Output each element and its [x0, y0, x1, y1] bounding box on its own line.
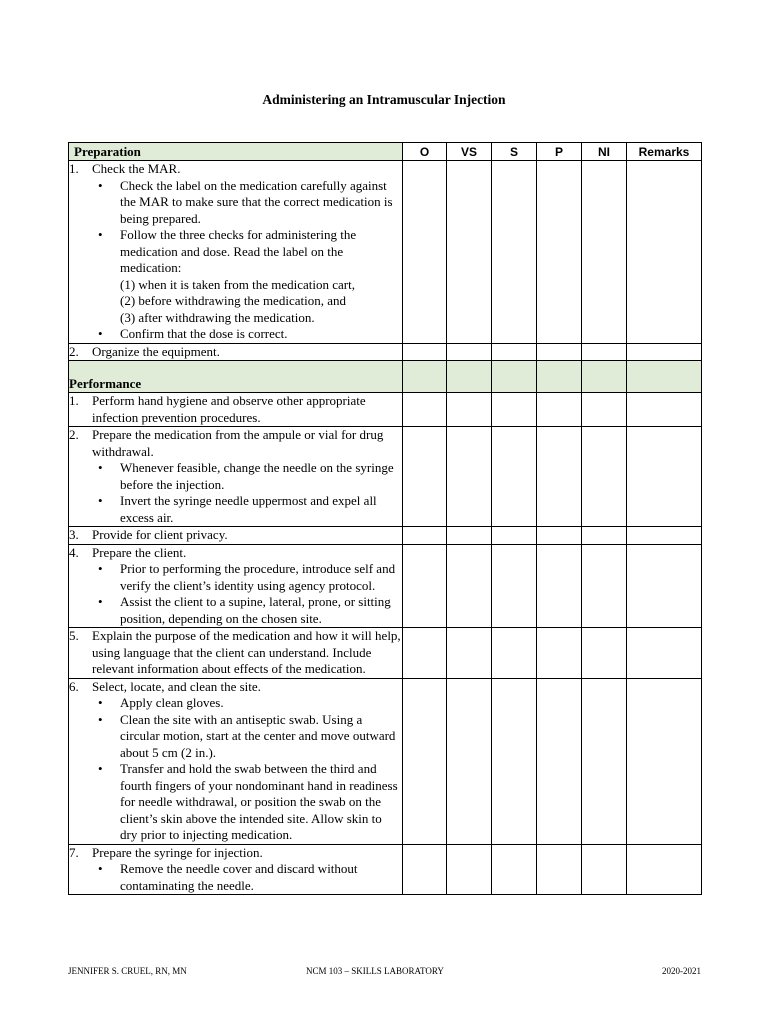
step-line	[69, 161, 402, 178]
step-number: 1.	[69, 161, 79, 176]
step-number: 4.	[69, 544, 79, 560]
step-text: Prepare the medication from the ampule or vial for drug withdrawal.	[92, 427, 384, 459]
bullet-item	[120, 761, 402, 844]
step-row	[69, 343, 702, 361]
bullet-item	[120, 460, 402, 493]
step-text: Prepare the syringe for injection.	[92, 844, 263, 860]
footer-author: JENNIFER S. CRUEL, RN, MN	[68, 966, 187, 976]
step-line	[69, 344, 402, 361]
step-number: 2.	[69, 343, 79, 359]
rating-cell-p[interactable]	[537, 161, 582, 344]
step-text: Explain the purpose of the medication and how it will help, using language that the client can understand. Include relevant information about effects of the medication.	[92, 628, 401, 676]
step-cell	[69, 393, 403, 427]
bullet-text: Whenever feasible, change the needle on the syringe before the injection.	[120, 460, 394, 492]
rating-cell-p[interactable]	[537, 844, 582, 895]
bullet-list	[69, 861, 402, 894]
step-line	[69, 545, 402, 562]
rating-cell-vs[interactable]	[447, 678, 492, 844]
step-text: Prepare the client.	[92, 544, 187, 560]
bullet-text: Prior to performing the procedure, introduce self and verify the client’s identity using agency protocol.	[120, 561, 396, 593]
rating-cell-o[interactable]	[403, 628, 447, 679]
rating-cell-s[interactable]	[492, 527, 537, 545]
rating-cell-remarks[interactable]	[627, 161, 702, 344]
rating-cell-o[interactable]	[403, 527, 447, 545]
section-cell-remarks	[627, 361, 702, 393]
bullet-text: Remove the needle cover and discard without contaminating the needle.	[120, 861, 358, 893]
bullet-item	[120, 594, 402, 627]
step-text: Check the MAR.	[92, 161, 181, 176]
rating-cell-vs[interactable]	[447, 628, 492, 679]
rating-cell-s[interactable]	[492, 628, 537, 679]
rating-cell-vs[interactable]	[447, 544, 492, 628]
header-row	[69, 143, 702, 161]
column-header-remarks: Remarks	[627, 143, 702, 161]
rating-cell-ni[interactable]	[582, 844, 627, 895]
document-title: Administering an Intramuscular Injection	[262, 92, 506, 107]
rating-cell-s[interactable]	[492, 844, 537, 895]
rating-cell-vs[interactable]	[447, 343, 492, 361]
step-row	[69, 393, 702, 427]
step-number: 6.	[69, 678, 79, 694]
rating-cell-p[interactable]	[537, 628, 582, 679]
step-row	[69, 628, 702, 679]
section-title-performance: Performance	[69, 361, 403, 393]
step-number: 3.	[69, 527, 79, 542]
section-cell-p	[537, 361, 582, 393]
step-text: Provide for client privacy.	[92, 527, 228, 542]
rating-cell-o[interactable]	[403, 343, 447, 361]
rating-cell-p[interactable]	[537, 343, 582, 361]
section-title-preparation: Preparation	[69, 143, 403, 161]
rating-cell-s[interactable]	[492, 678, 537, 844]
bullet-text: Follow the three checks for administering the medication and dose. Read the label on the medication:	[120, 227, 357, 275]
rating-cell-vs[interactable]	[447, 427, 492, 527]
rating-cell-o[interactable]	[403, 161, 447, 344]
step-cell	[69, 427, 403, 527]
bullet-item	[120, 861, 402, 894]
rating-cell-s[interactable]	[492, 161, 537, 344]
rating-cell-p[interactable]	[537, 544, 582, 628]
column-header-p: P	[537, 143, 582, 161]
step-line	[69, 427, 402, 460]
rating-cell-vs[interactable]	[447, 161, 492, 344]
rating-cell-o[interactable]	[403, 544, 447, 628]
bullet-text: Check the label on the medication carefully against the MAR to make sure that the correct medication is being prepared.	[120, 177, 393, 226]
rating-cell-remarks[interactable]	[627, 427, 702, 527]
step-cell	[69, 161, 403, 344]
step-row	[69, 678, 702, 844]
rating-cell-ni[interactable]	[582, 343, 627, 361]
rating-cell-remarks[interactable]	[627, 628, 702, 679]
step-row	[69, 844, 702, 895]
bullet-text: Invert the syringe needle uppermost and expel all excess air.	[120, 493, 377, 525]
rating-cell-ni[interactable]	[582, 678, 627, 844]
rating-cell-ni[interactable]	[582, 393, 627, 427]
step-text: Perform hand hygiene and observe other appropriate infection prevention procedures.	[92, 393, 366, 425]
step-number: 5.	[69, 628, 79, 643]
sub-item: (2) before withdrawing the medication, and	[120, 293, 346, 308]
rating-cell-ni[interactable]	[582, 544, 627, 628]
rating-cell-s[interactable]	[492, 427, 537, 527]
rating-cell-p[interactable]	[537, 427, 582, 527]
rating-cell-o[interactable]	[403, 678, 447, 844]
step-row	[69, 427, 702, 527]
column-header-ni: NI	[582, 143, 627, 161]
bullet-item	[120, 712, 402, 762]
bullet-text: Confirm that the dose is correct.	[120, 326, 288, 341]
rating-cell-remarks[interactable]	[627, 544, 702, 628]
rating-cell-remarks[interactable]	[627, 393, 702, 427]
rating-cell-ni[interactable]	[582, 628, 627, 679]
rating-cell-remarks[interactable]	[627, 527, 702, 545]
bullet-list	[69, 178, 402, 343]
bullet-text: Apply clean gloves.	[120, 695, 224, 710]
section-cell-vs	[447, 361, 492, 393]
rating-cell-ni[interactable]	[582, 427, 627, 527]
column-header-s: S	[492, 143, 537, 161]
bullet-item	[120, 695, 402, 712]
bullet-text: Clean the site with an antiseptic swab. Using a circular motion, start at the center and move outward about 5 cm (2 in.).	[120, 711, 396, 760]
step-line	[69, 679, 402, 696]
rating-cell-o[interactable]	[403, 844, 447, 895]
step-number: 1.	[69, 393, 79, 408]
sub-item: (3) after withdrawing the medication.	[120, 309, 315, 325]
footer-course: NCM 103 – SKILLS LABORATORY	[306, 966, 444, 976]
bullet-item	[120, 493, 402, 526]
section-cell-ni	[582, 361, 627, 393]
rating-cell-vs[interactable]	[447, 527, 492, 545]
bullet-item	[120, 561, 402, 594]
rating-cell-vs[interactable]	[447, 393, 492, 427]
rating-cell-s[interactable]	[492, 544, 537, 628]
step-line	[69, 393, 402, 426]
bullet-text: Transfer and hold the swab between the third and fourth fingers of your nondominant hand in readiness for needle withdrawal, or position the swab on the client’s skin above the intended site. Allow skin to dry prior to injecting medication.	[120, 761, 398, 842]
bullet-list	[69, 460, 402, 526]
bullet-list	[69, 695, 402, 844]
rating-cell-o[interactable]	[403, 393, 447, 427]
section-cell-s	[492, 361, 537, 393]
column-header-o: O	[403, 143, 447, 161]
step-cell	[69, 343, 403, 361]
step-cell	[69, 628, 403, 679]
sub-item: (1) when it is taken from the medication cart,	[120, 276, 356, 292]
step-number: 2.	[69, 427, 79, 442]
section-cell-o	[403, 361, 447, 393]
bullet-item	[120, 227, 402, 326]
rating-cell-s[interactable]	[492, 393, 537, 427]
bullet-text: Assist the client to a supine, lateral, prone, or sitting position, depending on the chosen site.	[120, 594, 391, 626]
rating-cell-p[interactable]	[537, 393, 582, 427]
checklist-table	[68, 142, 702, 895]
step-row	[69, 544, 702, 628]
step-line	[69, 527, 402, 544]
bullet-item	[120, 326, 402, 343]
step-row	[69, 161, 702, 344]
step-cell	[69, 544, 403, 628]
step-text: Organize the equipment.	[92, 343, 220, 359]
rating-cell-ni[interactable]	[582, 527, 627, 545]
step-text: Select, locate, and clean the site.	[92, 678, 261, 694]
step-cell	[69, 678, 403, 844]
step-cell	[69, 844, 403, 895]
rating-cell-p[interactable]	[537, 527, 582, 545]
rating-cell-ni[interactable]	[582, 161, 627, 344]
rating-cell-p[interactable]	[537, 678, 582, 844]
step-number: 7.	[69, 844, 79, 860]
step-line	[69, 628, 402, 678]
column-header-vs: VS	[447, 143, 492, 161]
rating-cell-o[interactable]	[403, 427, 447, 527]
rating-cell-remarks[interactable]	[627, 844, 702, 895]
step-cell	[69, 527, 403, 545]
section-row-performance	[69, 361, 702, 393]
bullet-item	[120, 178, 402, 228]
rating-cell-s[interactable]	[492, 343, 537, 361]
rating-cell-remarks[interactable]	[627, 678, 702, 844]
bullet-list	[69, 561, 402, 627]
footer-year: 2020-2021	[662, 966, 701, 976]
step-row	[69, 527, 702, 545]
step-line	[69, 845, 402, 862]
rating-cell-vs[interactable]	[447, 844, 492, 895]
rating-cell-remarks[interactable]	[627, 343, 702, 361]
